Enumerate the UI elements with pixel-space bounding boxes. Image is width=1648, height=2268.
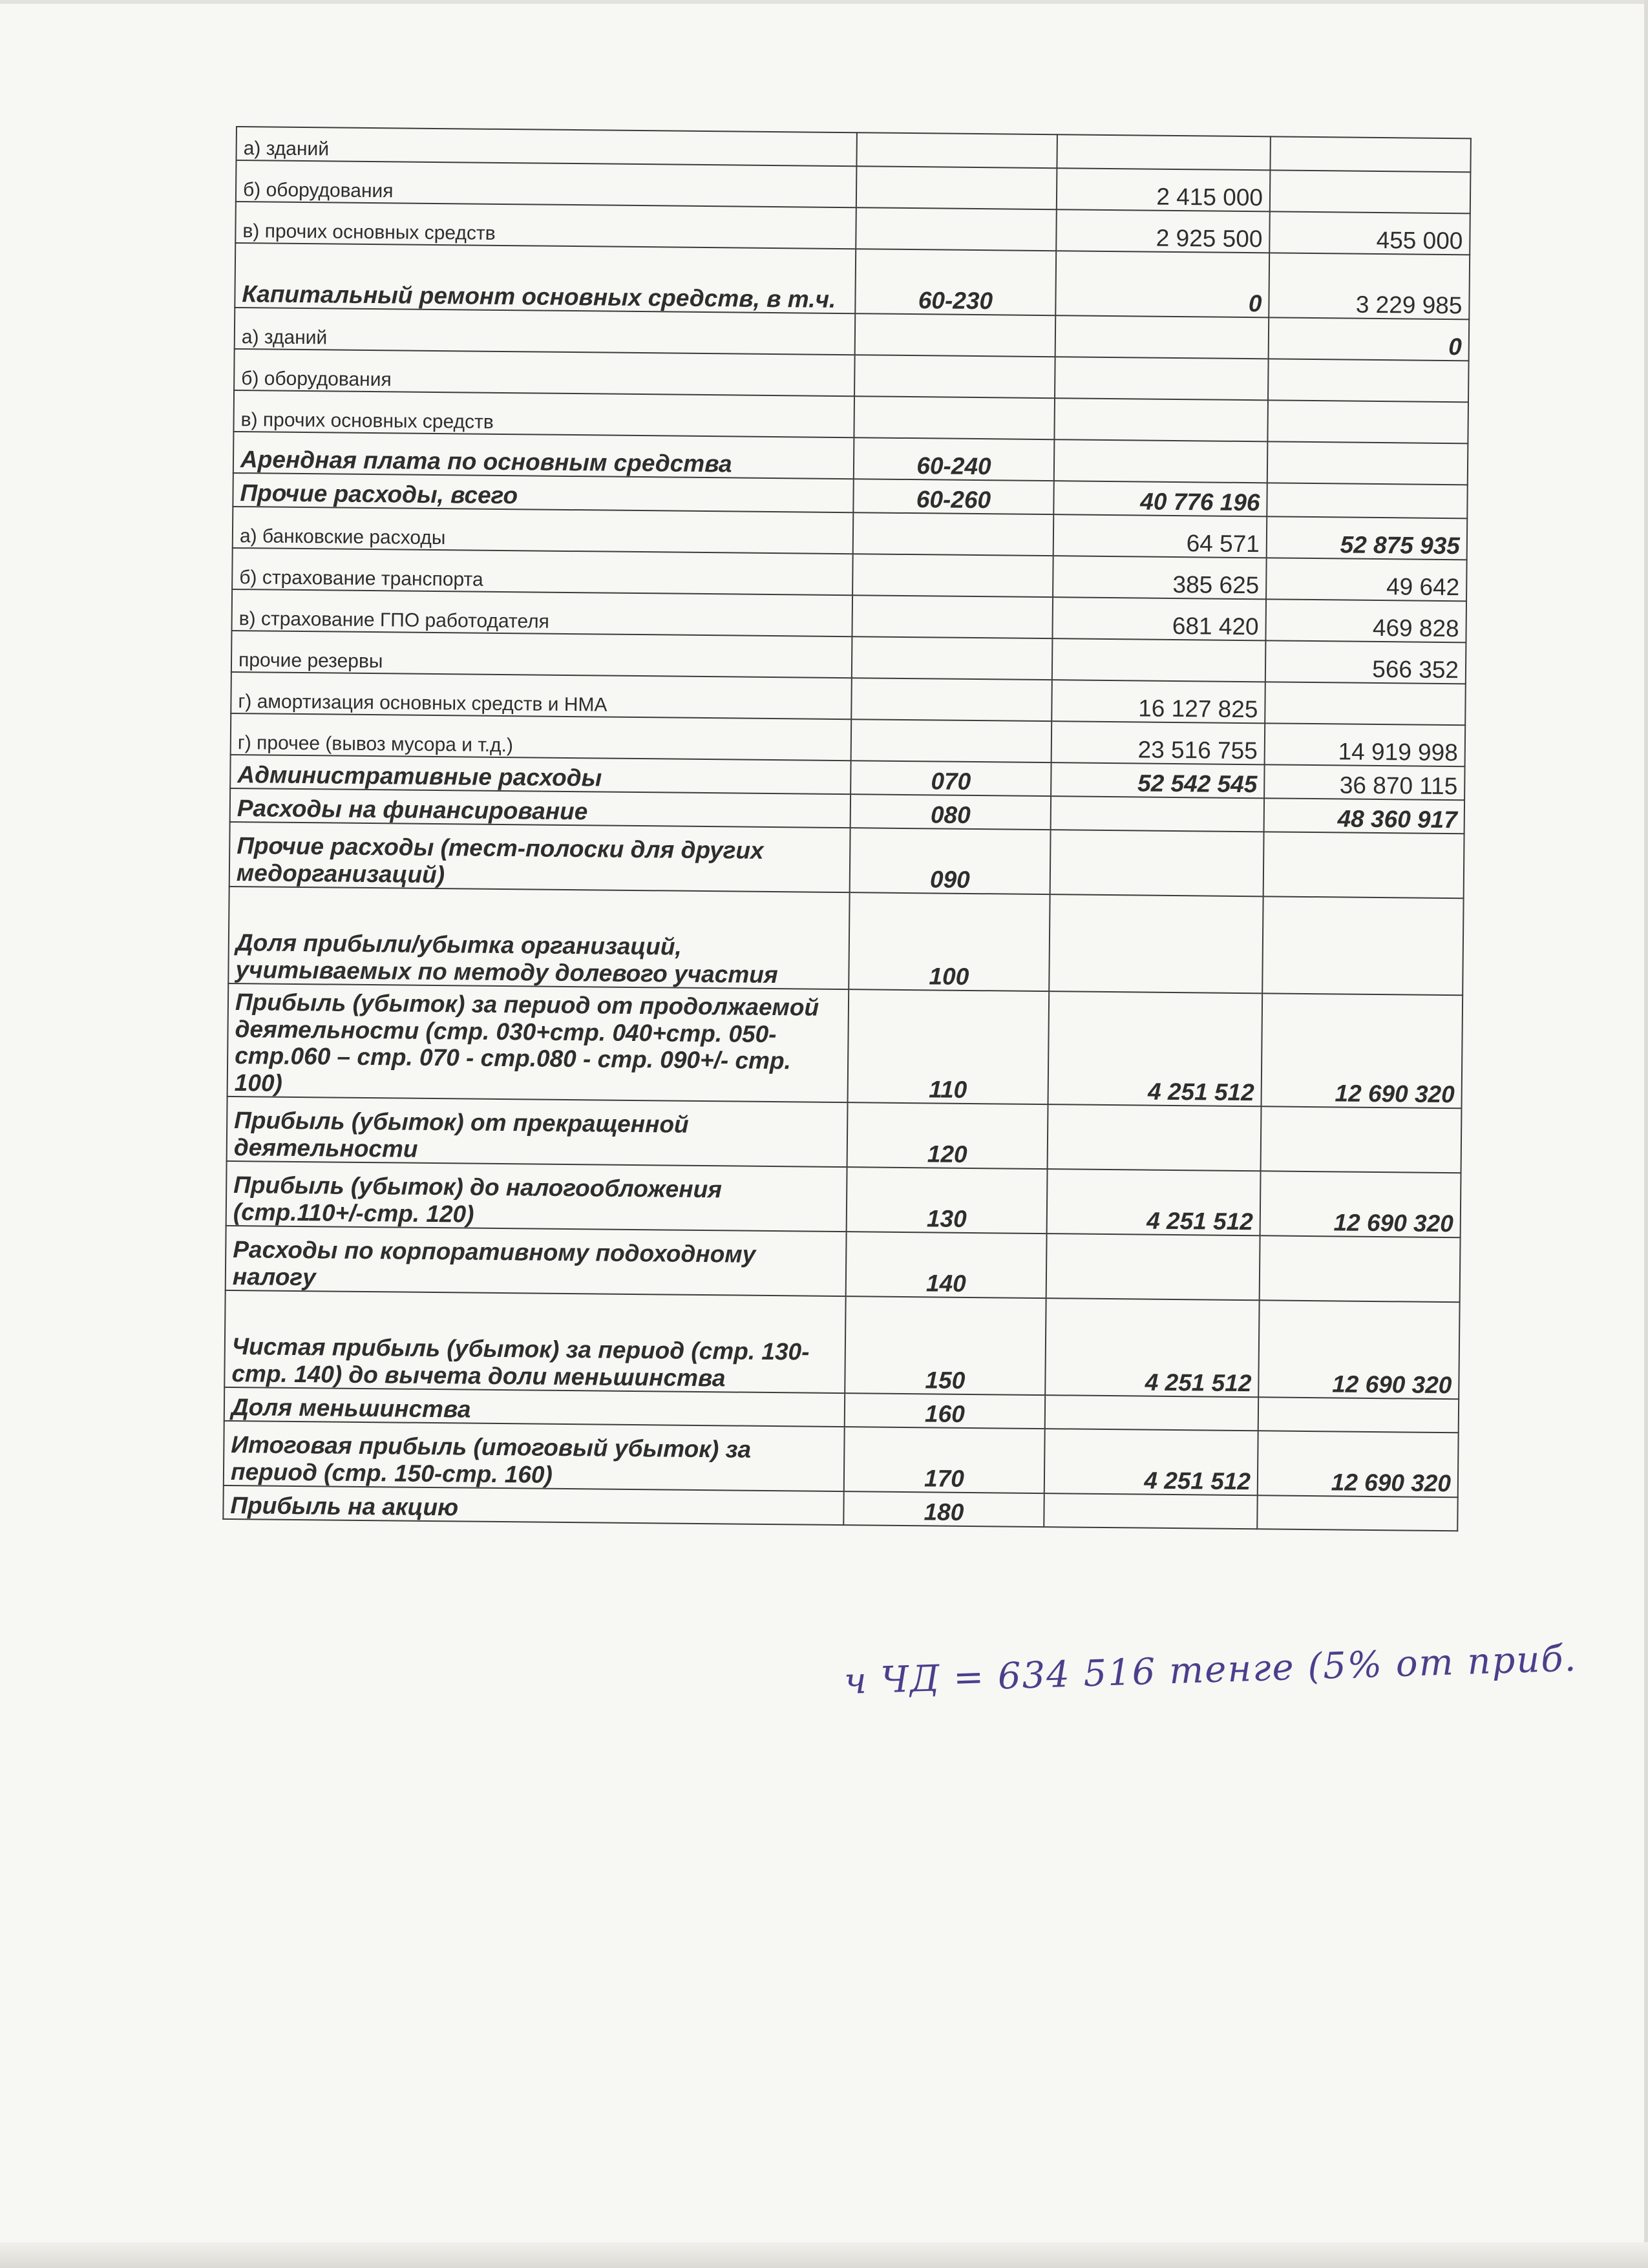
- row-current: [1054, 439, 1268, 483]
- row-name: Итоговая прибыль (итоговый убыток) за период (стр. 150-стр. 160): [224, 1421, 845, 1491]
- row-name: а) зданий: [236, 127, 856, 166]
- row-name: б) страхование транспорта: [232, 548, 853, 595]
- row-previous: 0: [1269, 317, 1470, 361]
- row-name: б) оборудования: [234, 349, 855, 396]
- row-code: 180: [843, 1491, 1044, 1527]
- row-current: 2 415 000: [1057, 168, 1271, 211]
- row-current: 4 251 512: [1044, 1429, 1258, 1495]
- row-code: 60-230: [855, 249, 1056, 315]
- row-current: [1052, 638, 1266, 682]
- handwritten-note: ч ЧД = 634 516 тенге (5% от приб.: [843, 1637, 1578, 1703]
- row-current: 40 776 196: [1053, 481, 1267, 516]
- row-code: 070: [850, 761, 1051, 796]
- row-code: 140: [846, 1232, 1047, 1298]
- row-previous: [1258, 1397, 1459, 1433]
- table-row: [229, 822, 1464, 898]
- row-current: 64 571: [1053, 514, 1267, 558]
- row-name: г) амортизация основных средств и НМА: [231, 672, 852, 719]
- row-current: [1048, 1104, 1262, 1171]
- row-current: 16 127 825: [1051, 680, 1265, 723]
- row-name: Прибыль (убыток) за период от продолжаемой деятельности (стр. 030+стр. 040+стр. 050-стр.060 – стр. 070 - стр.080 - стр. 090+/- стр. 100): [227, 983, 849, 1102]
- row-current: [1051, 796, 1264, 832]
- row-previous: 49 642: [1266, 558, 1467, 601]
- row-previous: [1261, 1106, 1462, 1173]
- row-previous: 12 690 320: [1258, 1431, 1459, 1497]
- row-name: Расходы на финансирование: [230, 788, 850, 828]
- page-edge-bottom: [0, 2242, 1648, 2268]
- row-previous: [1267, 400, 1468, 443]
- row-code: 090: [850, 828, 1051, 894]
- row-name: Прибыль на акцию: [223, 1486, 843, 1525]
- row-current: 23 516 755: [1051, 721, 1265, 764]
- row-name: Доля прибыли/убытка организаций, учитываемых по методу долевого участия: [228, 887, 849, 989]
- row-name: Прочие расходы (тест-полоски для других медорганизаций): [229, 822, 850, 892]
- row-name: в) прочих основных средств: [233, 390, 854, 437]
- row-name: Расходы по корпоративному подоходному налогу: [226, 1226, 847, 1296]
- row-previous: [1267, 483, 1467, 518]
- row-name: Чистая прибыль (убыток) за период (стр. 130-стр. 140) до вычета доли меньшинства: [224, 1290, 845, 1393]
- page-edge-right: [1644, 0, 1648, 2268]
- row-name: Доля меньшинства: [224, 1387, 845, 1427]
- row-previous: 14 919 998: [1265, 723, 1466, 766]
- row-name: Прибыль (убыток) до налогообложения (стр.110+/-стр. 120): [226, 1161, 847, 1232]
- table-row: [227, 983, 1463, 1108]
- row-code: [856, 207, 1057, 251]
- row-code: [852, 554, 1053, 597]
- row-previous: 566 352: [1265, 640, 1466, 684]
- row-code: [854, 396, 1055, 439]
- row-current: [1055, 357, 1269, 400]
- row-current: 681 420: [1052, 597, 1266, 640]
- row-previous: 12 690 320: [1260, 1171, 1461, 1237]
- row-name: г) прочее (вывоз мусора и т.д.): [231, 713, 852, 761]
- row-code: 100: [849, 892, 1050, 991]
- row-name: а) зданий: [235, 308, 856, 355]
- row-code: 170: [844, 1427, 1045, 1493]
- row-previous: 52 875 935: [1267, 516, 1468, 560]
- row-previous: 455 000: [1269, 211, 1470, 255]
- row-previous: 469 828: [1265, 599, 1466, 642]
- row-name: Прочие расходы, всего: [233, 473, 853, 512]
- report-sheet: [222, 126, 1470, 1531]
- row-current: [1046, 1234, 1260, 1300]
- row-code: [851, 719, 1052, 762]
- row-code: [856, 132, 1057, 168]
- row-current: [1045, 1395, 1258, 1431]
- row-previous: [1263, 832, 1464, 898]
- row-code: 60-260: [853, 479, 1053, 514]
- row-previous: 12 690 320: [1262, 993, 1463, 1108]
- row-name: Арендная плата по основным средства: [233, 432, 854, 479]
- page-edge-top: [0, 0, 1648, 4]
- row-previous: [1267, 441, 1468, 485]
- row-previous: [1268, 359, 1469, 402]
- row-current: 52 542 545: [1051, 762, 1264, 798]
- row-current: 4 251 512: [1045, 1298, 1259, 1397]
- row-current: 2 925 500: [1056, 209, 1270, 253]
- row-current: 385 625: [1053, 556, 1267, 599]
- row-previous: [1270, 170, 1471, 213]
- row-current: [1044, 1493, 1257, 1529]
- row-code: 60-240: [854, 437, 1055, 481]
- row-current: [1057, 134, 1270, 170]
- row-previous: [1262, 896, 1463, 995]
- row-name: прочие резервы: [231, 631, 852, 678]
- row-name: в) прочих основных средств: [235, 202, 856, 249]
- row-previous: 48 360 917: [1264, 798, 1464, 834]
- row-code: 120: [847, 1102, 1048, 1169]
- row-previous: [1265, 682, 1466, 725]
- row-current: [1054, 398, 1268, 441]
- row-current: 4 251 512: [1047, 1169, 1261, 1235]
- table-row: [226, 1161, 1461, 1237]
- row-previous: 36 870 115: [1264, 764, 1464, 800]
- row-code: 130: [847, 1167, 1048, 1234]
- row-code: [854, 355, 1055, 398]
- row-current: 4 251 512: [1048, 991, 1263, 1106]
- row-code: [852, 595, 1053, 638]
- row-name: б) оборудования: [236, 160, 857, 207]
- row-code: [851, 678, 1052, 721]
- financial-report-table: [222, 126, 1472, 1531]
- row-code: 150: [845, 1296, 1046, 1395]
- row-code: 160: [845, 1393, 1045, 1429]
- table-row: [227, 1097, 1462, 1173]
- row-code: [855, 313, 1056, 357]
- row-code: 110: [848, 989, 1050, 1104]
- row-code: 080: [850, 794, 1051, 830]
- table-row: [228, 887, 1463, 995]
- row-code: [853, 512, 1054, 556]
- row-name: а) банковские расходы: [233, 507, 854, 554]
- row-current: [1050, 830, 1264, 896]
- table-row: [226, 1226, 1461, 1302]
- row-current: [1055, 315, 1269, 359]
- table-row: [235, 243, 1470, 319]
- row-code: [852, 636, 1053, 680]
- table-row: [224, 1421, 1459, 1497]
- row-name: Прибыль (убыток) от прекращенной деятельности: [227, 1097, 848, 1167]
- row-current: 0: [1055, 251, 1269, 317]
- row-previous: 3 229 985: [1269, 253, 1470, 319]
- table-row: [224, 1290, 1459, 1399]
- row-code: [856, 166, 1057, 209]
- row-current: [1049, 894, 1263, 993]
- row-previous: [1257, 1495, 1457, 1531]
- row-previous: [1260, 1235, 1461, 1302]
- row-name: Административные расходы: [230, 755, 850, 794]
- row-name: Капитальный ремонт основных средств, в т.ч.: [235, 243, 856, 313]
- row-name: в) страхование ГПО работодателя: [232, 589, 853, 636]
- row-previous: 12 690 320: [1258, 1300, 1459, 1399]
- row-previous: [1270, 136, 1470, 172]
